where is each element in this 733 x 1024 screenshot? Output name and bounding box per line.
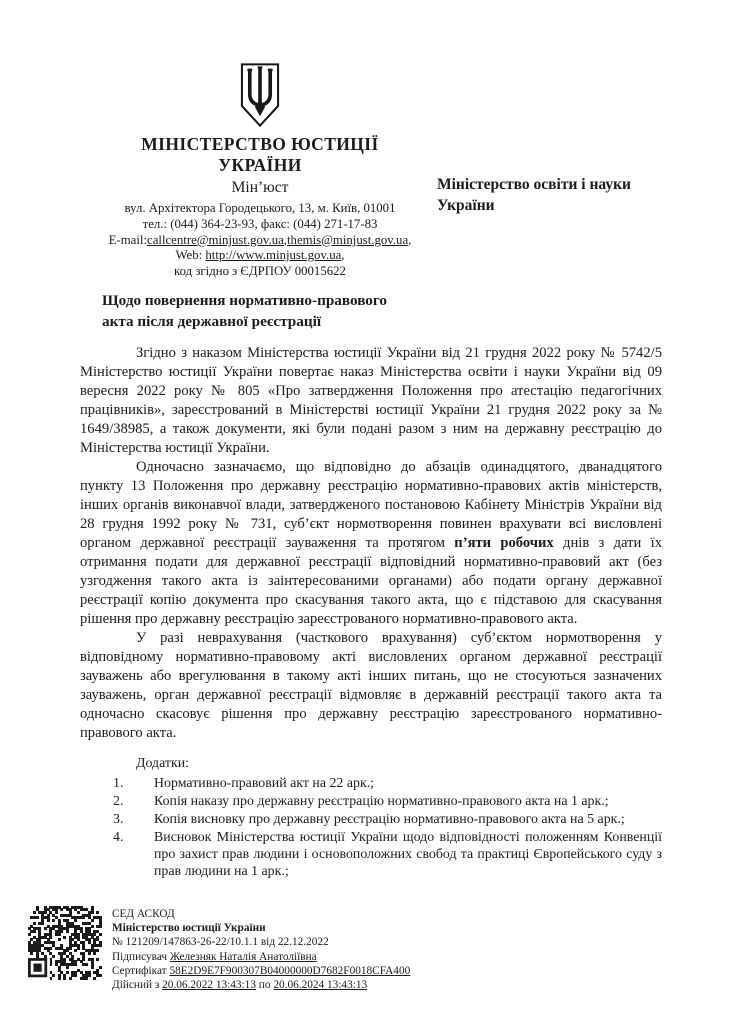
web-trailing-comma: , <box>341 248 345 263</box>
attachment-item <box>80 811 662 828</box>
web-label: Web: <box>175 248 206 263</box>
paragraph-2-bold-phrase: п’яти робочих <box>454 535 554 551</box>
stamp-doc-number: № 121209/147863-26-22/10.1.1 від 22.12.2022 <box>112 936 329 949</box>
validity-label: Дійсний з <box>112 979 163 992</box>
email-separator: , <box>283 232 287 247</box>
edrpou-line: код згідно з ЄДРПОУ 00015622 <box>174 264 346 279</box>
attachment-text: Копія висновку про державну реєстрацію нормативно-правового акта на 5 арк.; <box>154 812 625 827</box>
validity-from: 20.06.2022 13:43:13 <box>162 979 256 992</box>
stamp-text-block <box>112 906 410 992</box>
paragraph-1: Згідно з наказом Міністерства юстиції України від 21 грудня 2022 року № 5742/5 Міністерство юстиції України повертає наказ Міністерства освіти і науки України від 09 вересня 2022 року № 805 «Про затвердження Положення про атестацію педагогічних працівників», зареєстрований в Міністерстві юстиції України 21 грудня 2022 року за № 1649/38985, а також документи, які були подані разом з ним на державну реєстрацію до Міністерства юстиції України. <box>80 345 662 456</box>
attachment-item <box>80 775 662 792</box>
signer-label: Підписувач <box>112 950 170 963</box>
phone-line: тел.: (044) 364-23-93, факс: (044) 271-17-83 <box>142 216 378 231</box>
certificate-label: Сертифікат <box>112 964 170 977</box>
paragraph-2 <box>80 458 662 629</box>
attachment-number: 1. <box>113 776 124 791</box>
subject-block <box>102 290 522 332</box>
attachments-section <box>80 755 662 880</box>
email-label: E-mail: <box>108 232 148 247</box>
attachments-label: Додатки: <box>136 756 190 771</box>
attachment-item <box>80 829 662 880</box>
email-link-1[interactable]: callcentre@minjust.gov.ua <box>147 232 284 247</box>
ukraine-trident-emblem-icon <box>236 62 284 128</box>
certificate-value: 58E2D9E7F900307B04000000D7682F0018CFA400 <box>169 964 411 977</box>
web-line <box>40 248 480 264</box>
recipient-block: Міністерство освіти і науки України <box>437 176 631 214</box>
validity-separator: по <box>255 979 274 992</box>
web-link[interactable]: http://www.minjust.gov.ua <box>205 248 342 263</box>
letterhead-contacts <box>40 201 480 280</box>
signer-name: Железняк Наталія Анатоліївна <box>169 950 317 963</box>
address-line: вул. Архітектора Городецького, 13, м. Київ, 01001 <box>124 201 396 215</box>
paragraph-2-end: днів з дати їх отримання подати для державної реєстрації відповідний нормативно-правовий акт (без узгодження такого акта із заінтересованими органами) або подати органу державної реєстрації копію документа про скасування такого акта, що є підставою для скасування рішення про державну реєстрацію зареєстрованого нормативно-правового акта. <box>80 535 663 627</box>
stamp-system-name: СЕД АСКОД <box>112 908 175 920</box>
ministry-short-name: Мін’юст <box>231 179 289 196</box>
subject-line2: акта після державної реєстрації <box>102 313 322 330</box>
email-link-2[interactable]: themis@minjust.gov.ua <box>286 232 409 247</box>
stamp-validity-line <box>112 978 410 992</box>
ministry-name-line1: МІНІСТЕРСТВО ЮСТИЦІЇ <box>141 134 379 154</box>
attachment-number: 3. <box>113 812 124 827</box>
stamp-organization: Міністерство юстиції України <box>112 922 266 935</box>
email-line <box>40 233 480 249</box>
paragraph-2-start: Одночасно зазначаємо, що відповідно до абзаців одинадцятого, дванадцятого пункту 13 Положення про державну реєстрацію нормативно-правових актів міністерств, інших органів виконавчої влади, затвердженого постановою Кабінету Міністрів України від 28 грудня 1992 року № 731, суб’єкт нормотворення повинен врахувати всі висловлені органом державної реєстрації зауваження та протягом <box>80 459 662 551</box>
paragraph-3: У разі неврахування (часткового врахування) суб’єктом нормотворення у відповідному нормативно-правовому акті висловлених органом державної реєстрації зауважень або врегулювання в такому акті інших питань, що не стосуються зазначених зауважень, орган державної реєстрації відмовляє в державній реєстрації такого акта та одночасно скасовує рішення про державну реєстрацію зареєстрованого нормативно-правового акта. <box>80 630 662 741</box>
subject-line1: Щодо повернення нормативно-правового <box>102 292 387 309</box>
stamp-certificate-line <box>112 964 410 978</box>
attachment-text: Копія наказу про державну реєстрацію нормативно-правового акта на 1 арк.; <box>154 794 609 809</box>
letterhead <box>40 62 480 280</box>
letter-body <box>80 344 662 881</box>
qr-code <box>28 906 102 980</box>
attachment-number: 4. <box>113 830 124 845</box>
ministry-name-line2: УКРАЇНИ <box>218 155 302 175</box>
validity-to: 20.06.2024 13:43:13 <box>273 979 368 992</box>
attachment-item <box>80 793 662 810</box>
attachment-text: Нормативно-правовий акт на 22 арк.; <box>154 776 375 791</box>
stamp-signer-line <box>112 950 410 964</box>
signature-stamp <box>28 906 588 992</box>
attachment-text: Висновок Міністерства юстиції України щодо відповідності положенням Конвенції про захист прав людини і основоположних свобод та практиці Європейського суду з прав людини на 1 арк.; <box>154 830 662 879</box>
email-trailing-comma: , <box>408 232 412 247</box>
attachment-number: 2. <box>113 794 124 809</box>
